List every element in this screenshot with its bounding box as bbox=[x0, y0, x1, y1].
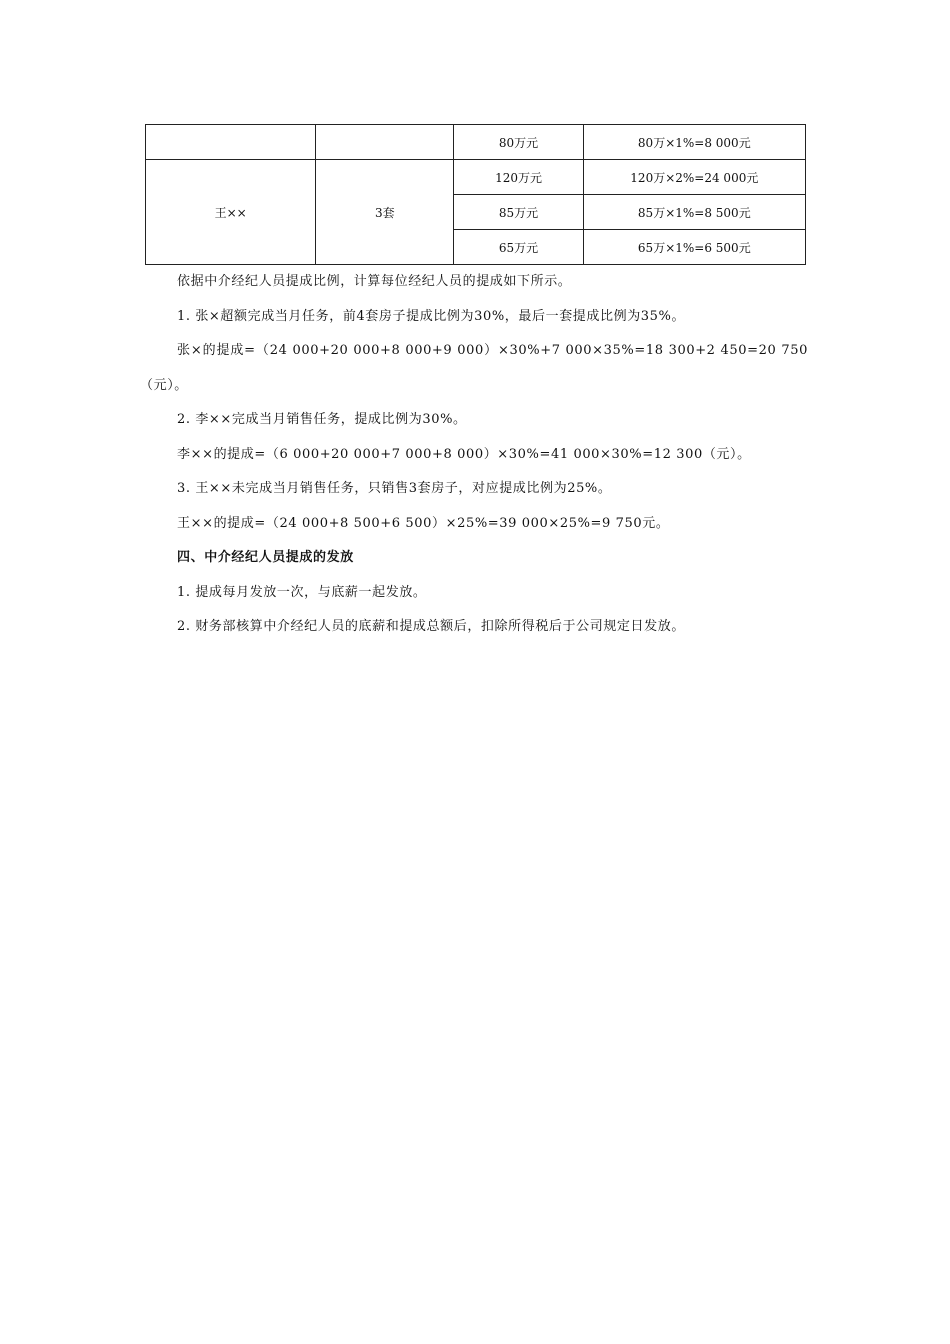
table-row bbox=[146, 160, 806, 195]
wang-calculation: 王××的提成=（24 000+8 500+6 500）×25%=39 000×25%=9 750元。 bbox=[177, 515, 670, 531]
table-cell-name: 王×× bbox=[146, 160, 316, 265]
table-cell-price: 120万元 bbox=[454, 160, 583, 195]
table-cell-price: 85万元 bbox=[454, 195, 583, 230]
section-heading: 四、中介经纪人员提成的发放 bbox=[177, 550, 354, 565]
li-calculation: 李××的提成=（6 000+20 000+7 000+8 000）×30%=41 000×30%=12 300（元）。 bbox=[177, 446, 751, 462]
table-cell-count: 3套 bbox=[316, 160, 454, 265]
table-cell-calc: 65万×1%=6 500元 bbox=[583, 230, 805, 265]
payout-paragraph-1: 1. 提成每月发放一次，与底薪一起发放。 bbox=[177, 584, 427, 600]
intro-paragraph: 依据中介经纪人员提成比例，计算每位经纪人员的提成如下所示。 bbox=[177, 274, 572, 289]
table-cell-count bbox=[316, 125, 454, 160]
table-cell-calc: 80万×1%=8 000元 bbox=[583, 125, 805, 160]
zhang-paragraph: 1. 张×超额完成当月任务，前4套房子提成比例为30%，最后一套提成比例为35%。 bbox=[177, 308, 686, 324]
table-cell-price: 80万元 bbox=[454, 125, 583, 160]
wang-paragraph: 3. 王××未完成当月销售任务，只销售3套房子，对应提成比例为25%。 bbox=[177, 481, 612, 496]
table-cell-calc: 120万×2%=24 000元 bbox=[583, 160, 805, 195]
payout-paragraph-2: 2. 财务部核算中介经纪人员的底薪和提成总额后，扣除所得税后于公司规定日发放。 bbox=[177, 619, 685, 634]
table-cell-price: 65万元 bbox=[454, 230, 583, 265]
table-row bbox=[146, 125, 806, 160]
body-text bbox=[140, 265, 808, 645]
li-paragraph: 2. 李××完成当月销售任务，提成比例为30%。 bbox=[177, 412, 467, 427]
commission-table bbox=[145, 124, 806, 265]
zhang-calculation: 张×的提成=（24 000+20 000+8 000+9 000）×30%+7 000×35%=18 300+2 450=20 750（元）。 bbox=[140, 343, 808, 393]
table-cell-name bbox=[146, 125, 316, 160]
table-cell-calc: 85万×1%=8 500元 bbox=[583, 195, 805, 230]
